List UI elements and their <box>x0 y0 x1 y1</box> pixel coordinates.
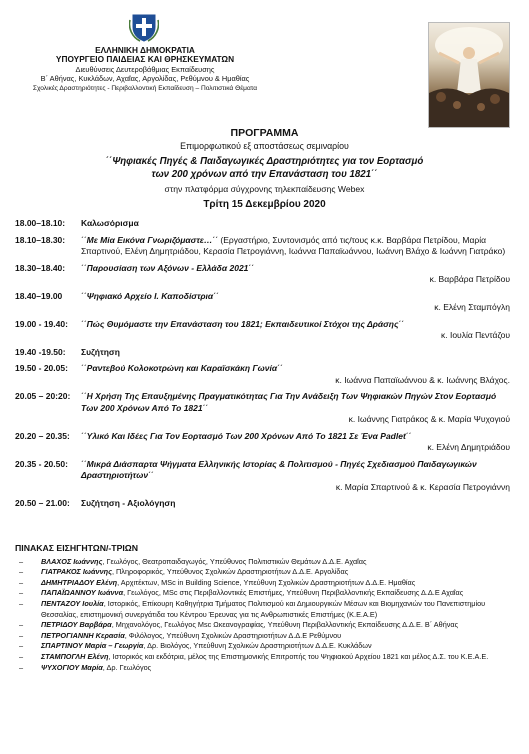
session-details <box>81 431 515 443</box>
speakers-table <box>15 543 520 673</box>
session-time: 20.05 – 20:20: <box>15 391 71 401</box>
platform-line: στην πλατφόρμα σύγχρονης τηλεκπαίδευσης Webex <box>164 184 365 194</box>
ministry-header <box>30 46 260 93</box>
seminar-title-line-2: των 200 χρόνων από την Επανάσταση του 1821΄΄ <box>151 168 378 180</box>
program-schedule <box>15 218 515 515</box>
session-time: 18.00–18.10: <box>15 218 66 228</box>
program-row <box>15 263 515 275</box>
speaker-text <box>41 663 520 674</box>
session-title: ΄΄Ψηφιακό Αρχείο Ι. Καποδίστρια΄΄ <box>81 290 219 301</box>
list-dash: – <box>19 598 24 608</box>
session-title: Καλωσόρισμα <box>81 218 139 228</box>
session-time: 20.50 – 21.00: <box>15 498 70 508</box>
revolution-painting-image <box>428 22 510 128</box>
speaker-description: , Ιστορικός και εκδότρια, μέλος της Επιστημονικής Επιτροπής του Ψηφιακού Αρχείου 1821 και μέλος Δ.Σ. του Κ.Ε.Α.Ε. <box>108 651 489 661</box>
speaker-description: , Φιλόλογος, Υπεύθυνη Σχολικών Δραστηριοτήτων Δ.Δ.Ε Ρεθύμνου <box>124 630 342 640</box>
session-time: 18.40–19.00 <box>15 290 63 301</box>
session-note: (Εργαστήριο, Συντονισμός από τις/τους κ.κ. Βαρβάρα Πετρίδου, Μαρία Σπαρτινού, Ελένη Δημητριάδου, Κερασία Πετρογιάννη, Ιωάννα Παπαϊωάννου, Ιωάννη Βλάχο & Ιωάννη Γιατράκο) <box>81 234 506 256</box>
session-title: ΄΄Με Μία Εικόνα Γνωριζόμαστε…΄΄ <box>81 234 219 245</box>
republic-name: ΕΛΛΗΝΙΚΗ ΔΗΜΟΚΡΑΤΙΑ <box>95 45 195 55</box>
program-row <box>15 218 515 230</box>
departments-line: Σχολικές Δραστηριότητες - Περιβαλλοντική Εκπαίδευση – Πολιτιστικά Θέματα <box>32 84 258 92</box>
program-row <box>15 363 515 375</box>
directorates-line: Διευθύνσεις Δευτεροβάθμιας Εκπαίδευσης <box>75 64 215 74</box>
program-row <box>15 391 515 414</box>
session-time: 18.30–18.40: <box>15 262 66 273</box>
session-speaker: κ. Βαρβάρα Πετρίδου <box>429 274 510 284</box>
speaker-description: , Πληροφορικός, Υπεύθυνος Σχολικών Δραστηριοτήτων Δ.Δ.Ε. Αργολίδας <box>111 567 349 577</box>
session-details <box>81 218 515 230</box>
speaker-text <box>41 599 520 620</box>
session-details <box>81 347 515 359</box>
session-title: ΄΄Πώς Θυμόμαστε την Επανάσταση του 1821; Εκπαιδευτικοί Στόχοι της Δράσης΄΄ <box>81 318 405 329</box>
session-speaker: κ. Ιουλία Πεντάζου <box>440 330 510 340</box>
session-title: ΄΄Παρουσίαση των Αξόνων - Ελλάδα 2021΄΄ <box>81 262 255 273</box>
speaker-text <box>41 641 520 652</box>
session-title: ΄΄Υλικό Και Ιδέες Για Τον Εορτασμό Των 200 Χρόνων Από Το 1821 Σε Ένα Padlet΄΄ <box>81 430 412 441</box>
speaker-name: ΓΙΑΤΡΑΚΟΣ Ιωάννης <box>41 567 112 577</box>
speaker-name: ΨΥΧΟΓΙΟΥ Μαρία <box>41 662 103 672</box>
session-title: ΄΄Η Χρήση Της Επαυξημένης Πραγματικότητας Για Την Ανάδειξη Των Ψηφιακών Πηγών Στον Εορτασμό Των 200 Χρόνων Από Το 1821΄΄ <box>81 391 497 413</box>
speaker-name: ΒΛΑΧΟΣ Ιωάννης <box>41 556 103 566</box>
session-speaker: κ. Ελένη Δημητριάδου <box>427 442 510 452</box>
speaker-item <box>15 631 520 642</box>
speaker-item <box>15 567 520 578</box>
session-time: 20.20 – 20.35: <box>15 430 70 441</box>
session-speaker: κ. Ιωάννης Γιατράκος & κ. Μαρία Ψυχογιού <box>348 414 510 424</box>
speaker-item <box>15 620 520 631</box>
seminar-subtitle: Επιμορφωτικού εξ αποστάσεως σεμιναρίου <box>180 141 349 151</box>
speaker-text <box>41 620 520 631</box>
speaker-text <box>41 588 520 599</box>
list-dash: – <box>19 651 24 661</box>
speaker-item <box>15 578 520 589</box>
speaker-name: ΣΤΑΜΠΟΓΛΗ Ελένη <box>41 651 109 661</box>
session-speaker: κ. Ιωάννα Παπαϊωάννου & κ. Ιωάννης Βλάχος. <box>335 374 510 385</box>
speakers-heading: ΠΙΝΑΚΑΣ ΕΙΣΗΓΗΤΩΝ/-ΤΡΙΩΝ <box>15 543 139 553</box>
session-title: Συζήτηση - Αξιολόγηση <box>81 498 176 508</box>
session-title: Συζήτηση <box>81 346 120 357</box>
speaker-name: ΠΕΤΡΟΓΙΑΝΝΗ Κερασία <box>41 630 125 640</box>
seminar-title <box>0 156 529 181</box>
program-row <box>15 498 515 510</box>
speaker-text <box>41 652 520 663</box>
speaker-text <box>41 567 520 578</box>
event-date: Τρίτη 15 Δεκεμβρίου 2020 <box>203 199 326 210</box>
program-row <box>15 291 515 303</box>
program-row <box>15 431 515 443</box>
list-dash: – <box>19 556 24 566</box>
speaker-name: ΠΕΝΤΑΖΟΥ Ιουλία <box>41 598 104 608</box>
session-details <box>81 363 515 375</box>
session-speaker: κ. Ελένη Σταμπόγλη <box>434 302 510 312</box>
session-details <box>81 459 515 482</box>
list-dash: – <box>19 662 24 672</box>
program-row <box>15 459 515 482</box>
session-title: ΄΄Μικρά Διάσπαρτα Ψήγματα Ελληνικής Ιστορίας & Πολιτισμού - Πηγές Σχεδιασμού Παιδαγωγικών Δραστηριοτήτων΄΄ <box>81 458 477 480</box>
list-dash: – <box>19 630 24 640</box>
page-title: ΠΡΟΓΡΑΜΜΑ <box>230 127 299 139</box>
program-row <box>15 319 515 331</box>
list-dash: – <box>19 620 24 630</box>
session-details <box>81 319 515 331</box>
session-details <box>81 498 515 510</box>
speaker-description: , Γεωλόγος, Θεατροπαιδαγωγός, Υπεύθυνος Πολιτιστικών Θεμάτων Δ.Δ.Ε. Αχαΐας <box>102 556 367 566</box>
session-details <box>81 235 515 258</box>
session-time: 18.10–18.30: <box>15 234 66 245</box>
list-dash: – <box>19 577 24 587</box>
seminar-title-line-1: ΄΄Ψηφιακές Πηγές & Παιδαγωγικές Δραστηριότητες για τον Εορτασμό <box>105 156 424 167</box>
session-details <box>81 391 515 414</box>
speaker-name: ΠΕΤΡΙΔΟΥ Βαρβάρα <box>41 620 112 630</box>
session-speaker: κ. Μαρία Σπαρτινού & κ. Κερασία Πετρογιάννη <box>335 481 510 492</box>
program-row <box>15 347 515 359</box>
speaker-description: , Αρχιτέκτων, MSc in Building Science, Υπεύθυνη Σχολικών Δραστηριοτήτων Δ.Δ.Ε. Ημαθίας <box>117 577 416 587</box>
list-dash: – <box>19 567 24 577</box>
speaker-item <box>15 652 520 663</box>
speaker-name: ΠΑΠΑΪΩΑΝΝΟΥ Ιωάννα <box>41 588 124 598</box>
list-dash: – <box>19 641 24 651</box>
list-dash: – <box>19 588 24 598</box>
speaker-description: , Ιστορικός, Επίκουρη Καθηγήτρια Τμήματος Πολιτισμού και Δημιουργικών Μέσων και Βιομηχανιών του Πανεπιστημίου Θεσσαλίας, επιστημονική συνεργάτιδα του Κέντρου Έρευνας για τις Ανθρωπιστικές Επιστήμες (Κ.Ε.Α.Ε) <box>41 598 486 619</box>
regions-line: Β΄ Αθήνας, Κυκλάδων, Αχαΐας, Αργολίδας, Ρεθύμνου & Ημαθίας <box>40 74 250 84</box>
speaker-text <box>41 578 520 589</box>
speaker-text <box>41 631 520 642</box>
speaker-text <box>41 557 520 568</box>
speaker-item <box>15 588 520 599</box>
speaker-description: , Δρ. Βιολόγος, Υπεύθυνη Σχολικών Δραστηριοτήτων Δ.Δ.Ε. Κυκλάδων <box>143 641 372 651</box>
speaker-item <box>15 557 520 568</box>
ministry-name: ΥΠΟΥΡΓΕΙΟ ΠΑΙΔΕΙΑΣ ΚΑΙ ΘΡΗΣΚΕΥΜΑΤΩΝ <box>55 54 235 65</box>
session-details <box>81 291 515 303</box>
speaker-item <box>15 663 520 674</box>
speaker-description: , Δρ. Γεωλόγος <box>102 662 152 672</box>
speaker-description: , Μηχανολόγος, Γεωλόγος Msc Ωκεανογραφίας, Υπεύθυνη Περιβαλλοντικής Εκπαίδευσης Δ.Δ.Ε. Β΄ Αθήνας <box>111 620 459 630</box>
session-time: 20.35 - 20.50: <box>15 458 68 469</box>
speaker-name: ΔΗΜΗΤΡΙΑΔΟΥ Ελένη <box>41 577 118 587</box>
speakers-list <box>15 557 520 674</box>
session-time: 19.50 - 20.05: <box>15 363 68 373</box>
session-time: 19.40 -19.50: <box>15 346 66 357</box>
session-details <box>81 263 515 275</box>
program-row <box>15 235 515 258</box>
greek-coat-of-arms-icon <box>129 12 159 42</box>
speaker-description: , Γεωλόγος, MSc στις Περιβαλλοντικές Επιστήμες, Υπεύθυνη Περιβαλλοντικής Εκπαίδευσης Δ.Δ.Ε Αχαΐας <box>123 588 464 598</box>
speaker-item <box>15 641 520 652</box>
session-time: 19.00 - 19.40: <box>15 318 68 329</box>
session-title: ΄΄Ραντεβού Κολοκοτρώνη και Καραϊσκάκη Γωνία΄΄ <box>81 363 283 373</box>
speaker-name: ΣΠΑΡΤΙΝΟΥ Μαρία – Γεωργία <box>41 641 144 651</box>
speaker-item <box>15 599 520 620</box>
